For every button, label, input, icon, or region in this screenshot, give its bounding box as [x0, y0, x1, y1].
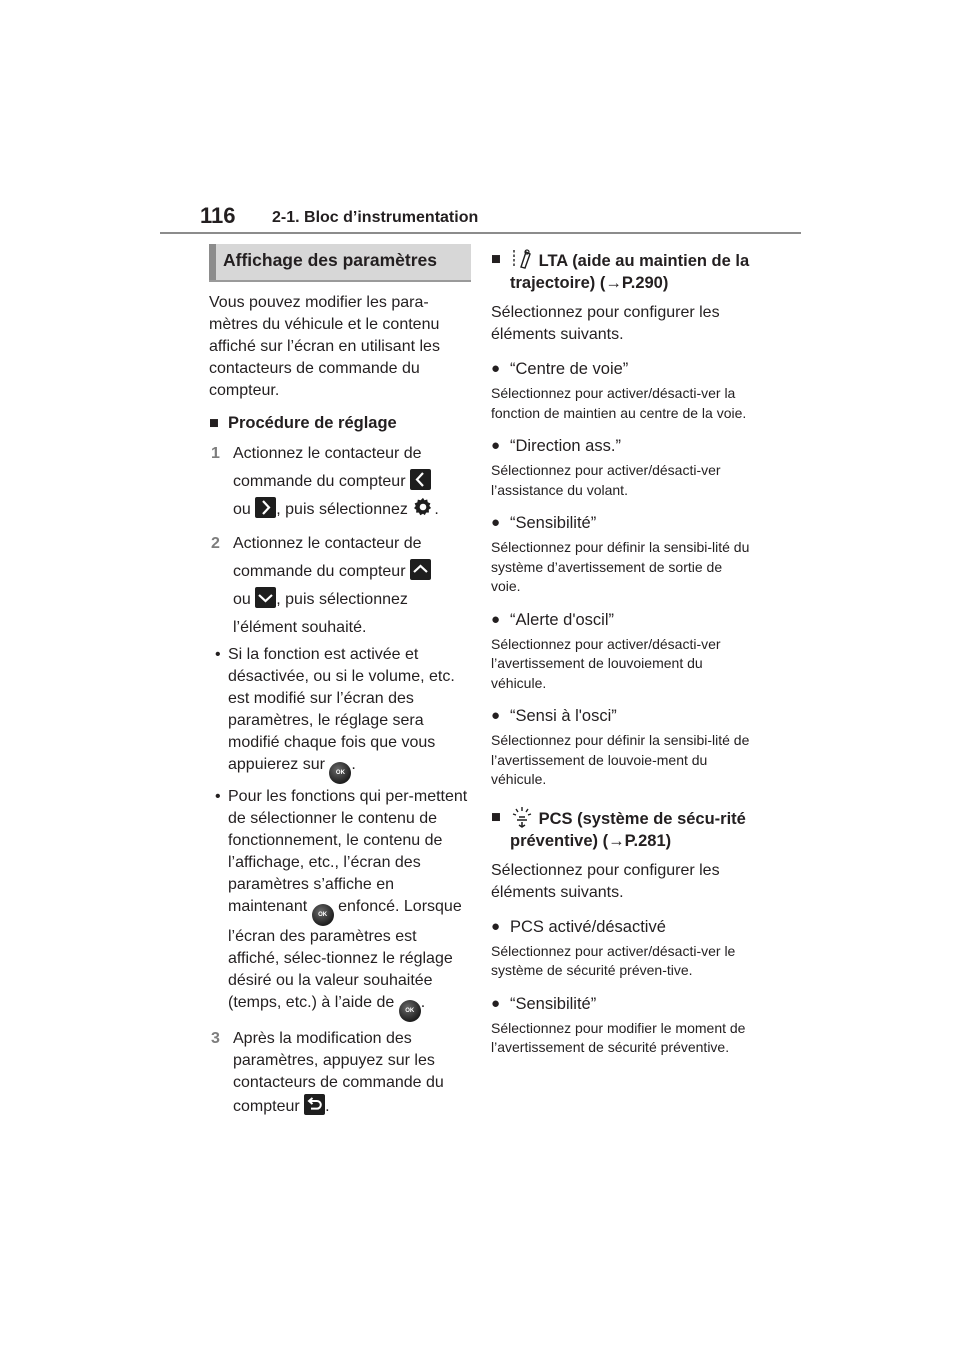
item-description: Sélectionnez pour activer/désacti-ver l’avertissement de louvoiement du véhicule. — [491, 635, 721, 691]
item-title: “Alerte d'oscil” — [510, 610, 615, 629]
square-bullet: ■ — [491, 250, 501, 268]
pcs-page-ref: P.281) — [624, 831, 672, 850]
ok-button-icon: OK — [329, 762, 351, 784]
list-item — [491, 705, 753, 727]
note-text: enfoncé. Lorsque l’écran des paramètres est affiché, sélec-tionnez le réglage désiré ou la valeur souhaitée (temps, etc.) à l’aide de — [228, 898, 462, 1011]
chapter-title: 2-1. Bloc d’instrumentation — [272, 209, 479, 226]
section-title: Affichage des paramètres — [223, 250, 437, 270]
list-item — [491, 609, 753, 631]
bullet-dot: • — [215, 646, 221, 663]
step-text: , puis sélectionnez l’élément souhaité. — [233, 591, 408, 636]
pcs-title: PCS (système de sécu-rité préventive) ( — [510, 809, 746, 850]
lta-heading — [491, 248, 753, 294]
note-text: . — [420, 994, 426, 1011]
item-description: Sélectionnez pour activer/désacti-ver le système de sécurité préven-tive. — [491, 942, 736, 978]
step-2 — [209, 530, 471, 642]
disc-bullet: ● — [491, 994, 501, 1012]
lta-page-ref: P.290) — [621, 274, 669, 292]
chevron-down-icon — [255, 587, 276, 608]
step-text: ou — [233, 591, 251, 608]
note-text: Pour les fonctions qui per-mettent de sélectionner le contenu de fonctionnement, le contenu de l’affichage, etc., l’écran des paramètres s’affiche en maintenant — [228, 788, 468, 915]
gear-icon — [412, 496, 434, 518]
lta-intro: Sélectionnez pour configurer les éléments suivants. — [491, 304, 720, 343]
intro-paragraph: Vous pouvez modifier les para-mètres du véhicule et le contenu affiché sur l’écran en utilisant les contacteurs de commande du compteur. — [209, 294, 440, 399]
note-text: Si la fonction est activée et désactivée, ou si le volume, etc. est modifié sur l’écran des paramètres, le réglage sera modifié chaque fois que vous appuierez sur — [228, 646, 455, 773]
square-bullet: ■ — [491, 807, 501, 826]
step-text: , puis sélectionnez — [276, 501, 408, 518]
item-description: Sélectionnez pour définir la sensibi-lité du système d’avertissement de sortie de voie. — [491, 539, 750, 594]
item-title: “Sensi à l'osci” — [510, 707, 617, 725]
list-item — [491, 435, 753, 457]
chevron-up-icon — [410, 559, 431, 580]
bullet-dot: • — [215, 788, 221, 805]
disc-bullet: ● — [491, 437, 501, 454]
lta-icon — [510, 248, 534, 270]
list-item — [491, 916, 753, 938]
step-3 — [209, 1028, 471, 1118]
page-number: 116 — [200, 203, 236, 228]
item-description: Sélectionnez pour définir la sensibi-lité de l’avertissement de louvoie-ment du véhicule. — [491, 732, 750, 787]
item-description: Sélectionnez pour modifier le moment de l’avertissement de sécurité préventive. — [491, 1019, 746, 1055]
left-column — [209, 244, 471, 1118]
list-item — [491, 993, 753, 1015]
chevron-right-icon — [255, 497, 276, 518]
step-text: Après la modification des paramètres, appuyez sur les contacteurs de commande du compteur — [233, 1030, 444, 1115]
lta-title: LTA (aide au maintien de la trajectoire) ( — [510, 252, 750, 292]
list-item — [491, 358, 753, 380]
ok-button-icon: OK — [399, 1000, 421, 1022]
disc-bullet: ● — [491, 514, 501, 531]
item-title: “Centre de voie” — [510, 360, 629, 378]
step-1 — [209, 440, 471, 524]
step-text: Actionnez le contacteur de commande du compteur — [233, 445, 422, 490]
pcs-intro: Sélectionnez pour configurer les éléments suivants. — [491, 861, 720, 901]
disc-bullet: ● — [491, 707, 501, 724]
ok-button-icon: OK — [312, 904, 334, 926]
disc-bullet: ● — [491, 360, 501, 377]
note-text: . — [351, 756, 356, 773]
item-title: “Sensibilité” — [510, 994, 597, 1013]
step-text: ou — [233, 501, 251, 518]
item-title: PCS activé/désactivé — [510, 917, 666, 936]
step-number: 2 — [211, 535, 220, 552]
step-number: 3 — [211, 1030, 220, 1047]
disc-bullet: ● — [491, 917, 501, 935]
item-title: “Direction ass.” — [510, 437, 621, 455]
reference-arrow: → — [608, 831, 625, 850]
step-number: 1 — [211, 445, 220, 462]
chevron-left-icon — [410, 469, 431, 490]
right-column — [491, 244, 753, 1058]
step-text: . — [434, 501, 439, 518]
step-text: . — [325, 1098, 330, 1115]
note-2 — [209, 786, 471, 1022]
header-rule — [160, 232, 801, 234]
item-title: “Sensibilité” — [510, 514, 597, 532]
disc-bullet: ● — [491, 610, 501, 628]
note-1 — [209, 644, 471, 784]
square-bullet: ■ — [209, 414, 219, 432]
procedure-title: Procédure de réglage — [228, 414, 397, 432]
item-description: Sélectionnez pour activer/désacti-ver la fonction de maintien au centre de la voie. — [491, 385, 747, 421]
item-description: Sélectionnez pour activer/désacti-ver l’assistance du volant. — [491, 462, 721, 498]
list-item — [491, 512, 753, 534]
reference-arrow: → — [605, 274, 622, 292]
step-text: Actionnez le contacteur de commande du compteur — [233, 535, 422, 580]
procedure-heading — [209, 412, 471, 434]
section-title-box — [209, 244, 471, 282]
pcs-icon — [510, 806, 534, 828]
back-icon — [304, 1094, 325, 1115]
pcs-heading — [491, 806, 753, 852]
